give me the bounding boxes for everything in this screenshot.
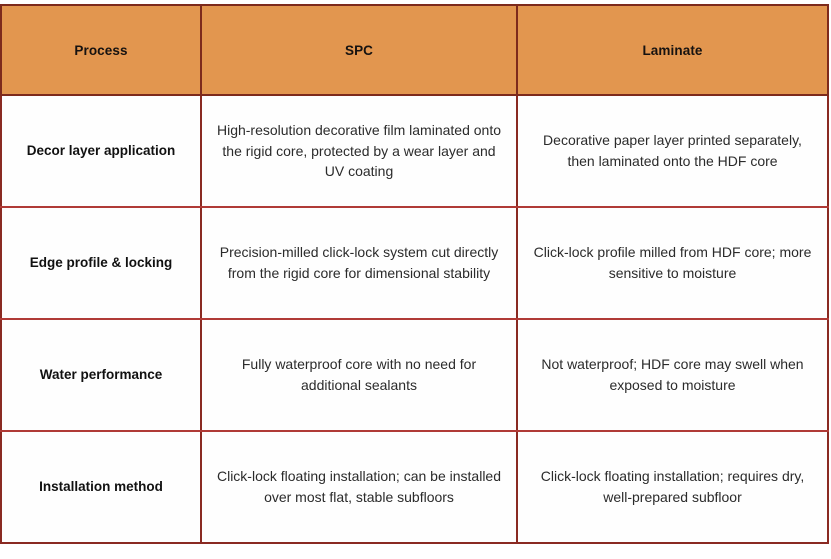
cell-text: Fully waterproof core with no need for additional sealants xyxy=(241,356,477,393)
column-header-spc: SPC xyxy=(201,5,517,95)
cell-text: Click-lock profile milled from HDF core; more sensitive to moisture xyxy=(533,244,812,281)
row-label-edge-profile-locking xyxy=(1,207,201,319)
row-label-water-performance xyxy=(1,319,201,431)
cell-spc-decor-layer-application xyxy=(201,95,517,207)
cell-text: Click-lock floating installation; requires dry, well-prepared subfloor xyxy=(540,468,805,505)
column-header-laminate: Laminate xyxy=(517,5,828,95)
table-body xyxy=(1,95,828,543)
cell-text: Edge profile & locking xyxy=(29,255,173,271)
cell-text: Click-lock floating installation; can be installed over most flat, stable subfloors xyxy=(216,468,502,505)
table-header xyxy=(1,5,828,95)
cell-spc-edge-profile-locking xyxy=(201,207,517,319)
cell-text: Decorative paper layer printed separately, then laminated onto the HDF core xyxy=(543,132,802,169)
cell-spc-water-performance xyxy=(201,319,517,431)
comparison-table xyxy=(0,4,829,544)
column-header-process: Process xyxy=(1,5,201,95)
cell-laminate-installation-method xyxy=(517,431,828,543)
cell-text: Precision-milled click-lock system cut directly from the rigid core for dimensional stability xyxy=(219,244,499,281)
table-row xyxy=(1,207,828,319)
table-row xyxy=(1,319,828,431)
cell-text: High-resolution decorative film laminated onto the rigid core, protected by a wear layer and UV coating xyxy=(216,121,502,180)
row-label-decor-layer-application xyxy=(1,95,201,207)
cell-text: Installation method xyxy=(39,479,163,495)
table-row xyxy=(1,431,828,543)
cell-text: Not waterproof; HDF core may swell when exposed to moisture xyxy=(541,356,804,393)
cell-laminate-decor-layer-application xyxy=(517,95,828,207)
row-label-installation-method xyxy=(1,431,201,543)
cell-spc-installation-method xyxy=(201,431,517,543)
comparison-table-container xyxy=(0,4,827,544)
cell-laminate-edge-profile-locking xyxy=(517,207,828,319)
cell-laminate-water-performance xyxy=(517,319,828,431)
cell-text: Water performance xyxy=(39,367,163,383)
cell-text: Decor layer application xyxy=(26,143,176,159)
table-row xyxy=(1,95,828,207)
header-row xyxy=(1,5,828,95)
